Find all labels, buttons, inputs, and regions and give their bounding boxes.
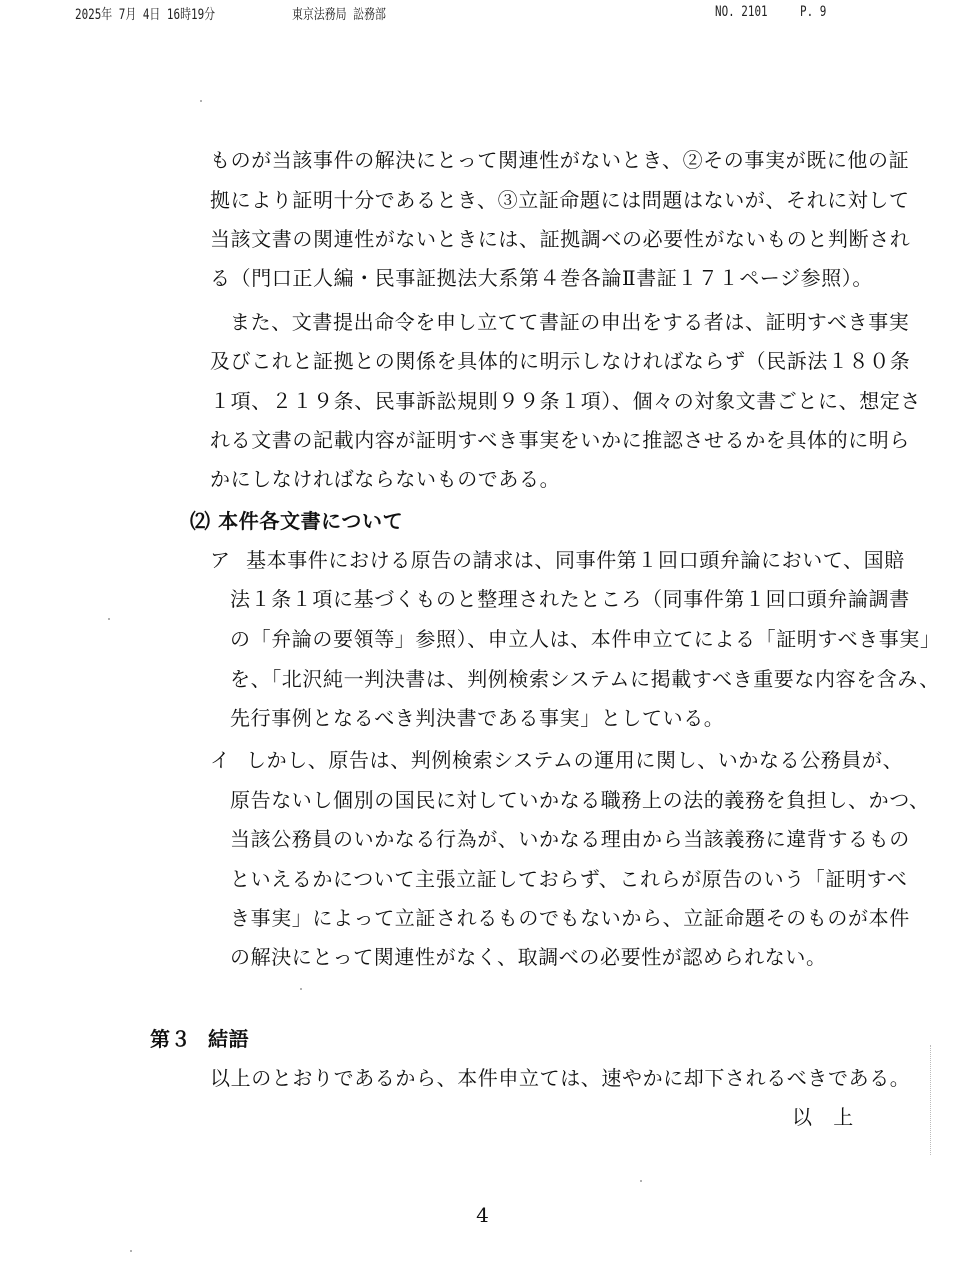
fax-page: P. 9 bbox=[800, 4, 827, 20]
text-line: 拠により証明十分であるとき、③立証命題には問題はないが、それに対して bbox=[210, 188, 910, 212]
text-line: １項、２１９条、民事訴訟規則９９条１項）、個々の対象文書ごとに、想定さ bbox=[210, 389, 921, 413]
fax-datetime: 2025年 7月 4日 16時19分 bbox=[75, 7, 216, 23]
conclusion-text: 以上のとおりであるから、本件申立ては、速やかに却下されるべきである。 bbox=[210, 1066, 911, 1090]
text-line: れる文書の記載内容が証明すべき事実をいかに推認させるかを具体的に明ら bbox=[210, 428, 910, 452]
text-line: 当該文書の関連性がないときには、証拠調べの必要性がないものと判断され bbox=[210, 227, 911, 251]
text-line: 先行事例となるべき判決書である事実」としている。 bbox=[230, 706, 725, 730]
text-line: 基本事件における原告の請求は、同事件第１回口頭弁論において、国賠 bbox=[246, 548, 905, 572]
text-line: の解決にとって関連性がなく、取調べの必要性が認められない。 bbox=[230, 945, 827, 969]
text-line: ものが当該事件の解決にとって関連性がないとき、②その事実が既に他の証 bbox=[210, 148, 910, 172]
section-heading: ⑵ 本件各文書について bbox=[190, 509, 404, 533]
section-number: 第３ bbox=[150, 1027, 192, 1051]
text-line: き事実」によって立証されるものでもないから、立証命題そのものが本件 bbox=[230, 906, 910, 930]
text-line: 及びこれと証拠との関係を具体的に明示しなければならず（民訴法１８０条 bbox=[210, 349, 911, 373]
closing-mark: 以 上 bbox=[792, 1105, 854, 1129]
text-line: る（門口正人編・民事証拠法大系第４巻各論Ⅱ書証１７１ページ参照）。 bbox=[210, 266, 873, 290]
item-marker: イ bbox=[210, 748, 231, 772]
fax-number: NO. 2101 bbox=[715, 4, 768, 20]
text-line: かにしなければならないものである。 bbox=[210, 467, 561, 491]
section-title: 結語 bbox=[208, 1027, 250, 1051]
item-marker: ア bbox=[210, 548, 231, 572]
fax-sender: 東京法務局 訟務部 bbox=[292, 7, 386, 23]
text-line: といえるかについて主張立証しておらず、これらが原告のいう「証明すべ bbox=[230, 867, 908, 891]
text-line: また、文書提出命令を申し立てて書証の申出をする者は、証明すべき事実 bbox=[230, 310, 910, 334]
text-line: 当該公務員のいかなる行為が、いかなる理由から当該義務に違背するもの bbox=[230, 827, 910, 851]
text-line: 法１条１項に基づくものと整理されたところ（同事件第１回口頭弁論調書 bbox=[230, 587, 910, 611]
text-line: の「弁論の要領等」参照）、申立人は、本件申立てによる「証明すべき事実」 bbox=[230, 627, 941, 651]
text-line: を、「北沢純一判決書は、判例検索システムに掲載すべき重要な内容を含み、 bbox=[230, 667, 940, 691]
page-number: 4 bbox=[476, 1203, 489, 1227]
text-line: しかし、原告は、判例検索システムの運用に関し、いかなる公務員が、 bbox=[246, 748, 904, 772]
text-line: 原告ないし個別の国民に対していかなる職務上の法的義務を負担し、かつ、 bbox=[230, 788, 930, 812]
